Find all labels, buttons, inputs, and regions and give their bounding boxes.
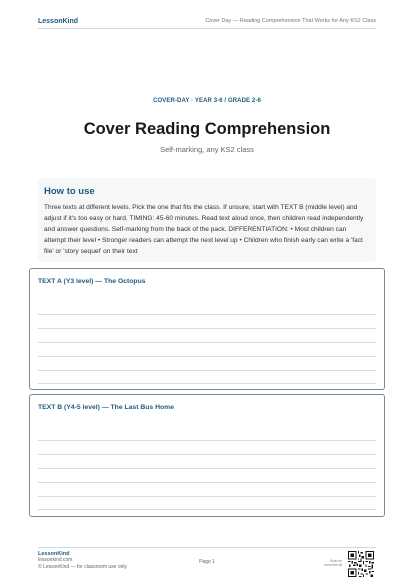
footer-copyright: © LessonKind — for classroom use only [38,563,128,570]
page-header [38,14,376,28]
writing-line [38,383,376,384]
how-to-use-body: Three texts at different levels. Pick the one that fits the class. If unsure, start with TEXT B (middle level) and adjust if it's too easy or hard. TIMING: 45-60 minutes. Read text aloud once, then children read independently and answer questions. Self-marking from the back of the pack. DIFFERENTIATION: • Most children can attempt their level • Stronger readers can attempt the next level up • Children who finish early can write a 'fact file' or 'story sequel' on their text [44,204,364,255]
scan-line-2: more free kit [324,562,342,567]
text-a-heading: TEXT A (Y3 level) — The Octopus [38,278,146,285]
writing-line [38,328,376,329]
writing-line [38,482,376,483]
writing-line [38,509,376,510]
level-eyebrow: COVER-DAY · YEAR 3-6 / GRADE 2-6 [153,98,261,104]
qr-code-icon [348,551,374,577]
text-b-box [29,394,385,517]
footer-divider [38,547,376,548]
header-brand: LessonKind [38,17,79,25]
page-subtitle: Self-marking, any KS2 class [160,145,254,154]
footer-brand: LessonKind [38,551,70,557]
footer-site: lessonkind.com [38,557,73,564]
header-doc-title: Cover Day — Reading Comprehension That Works for Any KS2 Class [205,18,376,24]
writing-line [38,314,376,315]
writing-line [38,454,376,455]
writing-line [38,440,376,441]
how-to-use-panel [38,178,376,262]
how-to-use-heading: How to use [44,186,95,197]
text-a-box [29,268,385,390]
scan-prompt [318,560,342,567]
page-number: Page 1 [199,559,215,565]
writing-line [38,342,376,343]
header-divider [38,28,376,29]
text-b-heading: TEXT B (Y4-5 level) — The Last Bus Home [38,404,174,411]
writing-line [38,356,376,357]
writing-line [38,496,376,497]
writing-line [38,468,376,469]
page-title: Cover Reading Comprehension [83,120,331,138]
writing-line [38,370,376,371]
scan-line-1: Scan for [330,559,342,563]
